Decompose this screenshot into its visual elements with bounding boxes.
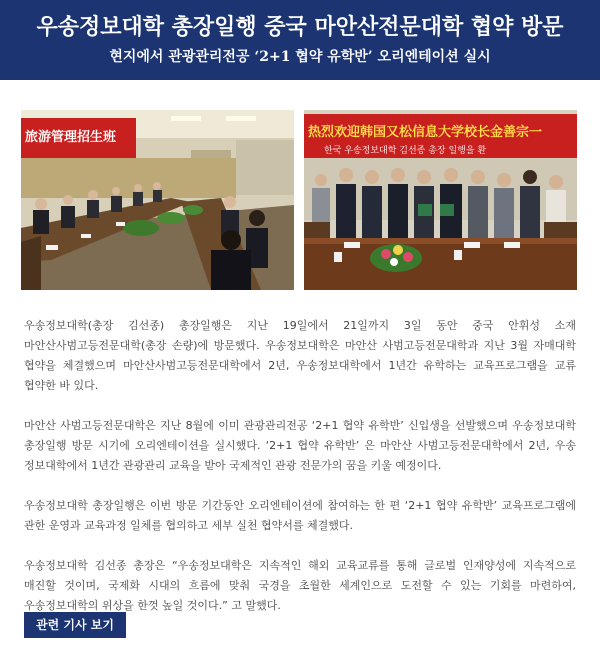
photo-signing-ceremony	[304, 110, 577, 290]
left-banner-text: 旅游管理招生班	[25, 130, 117, 145]
article-body	[24, 316, 576, 636]
article-title: 우송정보대학 총장일행 중국 마안산전문대학 협약 방문	[36, 14, 564, 40]
article-paragraph-4: 우송정보대학 김선종 총장은 “우송정보대학은 지속적인 해외 교육교류를 통해 글로벌 인재양성에 지속적으로 매진할 것이며, 국제화 시대의 흐름에 맞춰 국경을 초월한 세계인으로 도전할 수 있는 기회를 마련하여, 우송정보대학의 위상을 한껏 높일 것이다.” 고 말했다.	[24, 559, 576, 612]
right-banner-text: 热烈欢迎韩国又松信息大学校长金善宗一	[308, 125, 543, 140]
article-paragraph-1: 우송정보대학(총장 김선종) 총장일행은 지난 19일에서 21일까지 3일 동안 중국 안휘성 소재 마안산사범고등전문대학(총장 손량)에 방문했다. 우송정보대학은 마안산 사범고등전문대학과 지난 3월 자매대학 협약을 체결했으며 마안산사범고등전문대학에서 2년, 우송정보대학에서 1년간 유학하는 교육프로그램을 교류 협약한 바 있다.	[24, 319, 576, 392]
right-banner-subtext: 한국 우송정보대학 김선종 총장 일행을 환	[324, 146, 487, 156]
article-header	[0, 0, 600, 80]
article-paragraph-2: 마안산 사범고등전문대학은 지난 8월에 이미 관광관리전공 ‘2+1 협약 유학반’ 신입생을 선발했으며 우송정보대학 총장일행 방문 시기에 오리엔테이션을 실시했다. ‘2+1 협약 유학반’ 은 마안산 사범고등전문대학에서 2년, 우송 정보대학에서 1년간 관광관리 교육을 받아 국제적인 관광 전문가의 꿈을 키울 예정이다.	[24, 419, 576, 472]
article-subtitle: 현지에서 관광관리전공 ‘2+1 협약 유학반’ 오리엔테이션 실시	[109, 49, 491, 65]
related-articles-button[interactable]: 관련 기사 보기	[24, 612, 126, 638]
article-paragraph-3: 우송정보대학 총장일행은 이번 방문 기간동안 오리엔테이션에 참여하는 한 편 ‘2+1 협약 유학반’ 교육프로그램에 관한 운영과 교육과정 일체를 협의하고 세부 실천 협약서를 체결했다.	[24, 499, 576, 532]
photo-meeting-room	[21, 110, 294, 290]
